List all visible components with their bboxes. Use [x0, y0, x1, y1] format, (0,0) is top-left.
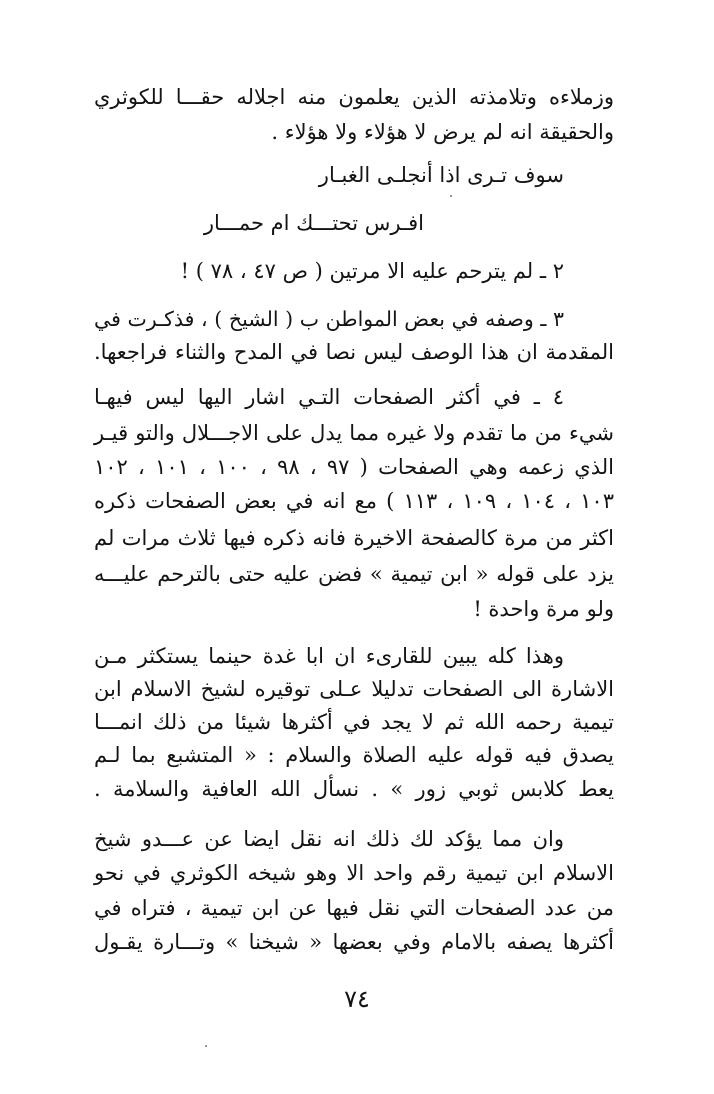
text-line: الذي زعمه وهي الصفحات ( ٩٧ ، ٩٨ ، ١٠٠ ، ١٠١ ، ١٠٢ — [94, 455, 614, 479]
list-item-3: ٣ ـ وصفه في بعض المواطن ب ( الشيخ ) ، فذكـرت في — [94, 307, 564, 331]
text-line: شيء من ما تقدم ولا غيره مما يدل على الاجـــلال والتو قيـر — [94, 421, 614, 445]
page-number: ٧٤ — [344, 985, 370, 1013]
text-line: الاسلام ابن تيمية رقم واحد الا وهو شيخه الكوثري في نحو — [94, 861, 614, 885]
paragraph-start: وان مما يؤكد لك ذلك انه نقل ايضا عن عـــدو شيخ — [94, 827, 564, 851]
text-line: من عدد الصفحات التي نقل فيها عن ابن تيمية ، فتراه في — [94, 896, 614, 920]
text-line: أكثرها يصفه بالامام وفي بعضها « شيخنا » وتـــارة يقـول — [94, 930, 614, 954]
text-line: اكثر من مرة كالصفحة الاخيرة فانه ذكره فيها ثلاث مرات لم — [94, 526, 614, 550]
list-item-2: ٢ ـ لم يترحم عليه الا مرتين ( ص ٤٧ ، ٧٨ ) ! — [180, 259, 564, 283]
text-line: المقدمة ان هذا الوصف ليس نصا في المدح والثناء فراجعها. — [94, 340, 614, 364]
scan-speck — [205, 1045, 207, 1047]
paragraph-start: وهذا كله يبين للقارىء ان ابا غدة حينما يستكثر مـن — [94, 644, 565, 668]
verse-line: افـرس تحتـــك ام حمـــار — [203, 211, 424, 235]
text-line: ١٠٣ ، ١٠٤ ، ١٠٩ ، ١١٣ ) مع انه في بعض الصفحات ذكره — [94, 489, 614, 513]
text-line: الاشارة الى الصفحات تدليلا عـلى توقيره لشيخ الاسلام ابن — [94, 677, 614, 701]
verse-line: سوف تـرى اذا أنجلـى الغبـار — [318, 163, 564, 187]
text-line: وزملاءه وتلامذته الذين يعلمون منه اجلاله حقـــا للكوثري — [94, 85, 614, 109]
text-line: والحقيقة انه لم يرض لا هؤلاء ولا هؤلاء . — [271, 120, 614, 144]
text-line: ولو مرة واحدة ! — [473, 597, 614, 621]
list-item-4: ٤ ـ في أكثر الصفحات التـي اشار اليها ليس فيهـا — [94, 385, 564, 409]
text-line: يزد على قوله « ابن تيمية » فضن عليه حتى بالترحم عليـــه — [94, 562, 614, 586]
scan-speck — [450, 195, 452, 197]
text-line: يعط كلابس ثوبي زور » . نسأل الله العافية والسلامة . — [94, 777, 614, 801]
text-line: تيمية رحمه الله ثم لا يجد في أكثرها شيئا من ذلك انمـــا — [94, 710, 614, 734]
text-line: يصدق فيه قوله عليه الصلاة والسلام : « المتشبع بما لـم — [94, 743, 614, 767]
